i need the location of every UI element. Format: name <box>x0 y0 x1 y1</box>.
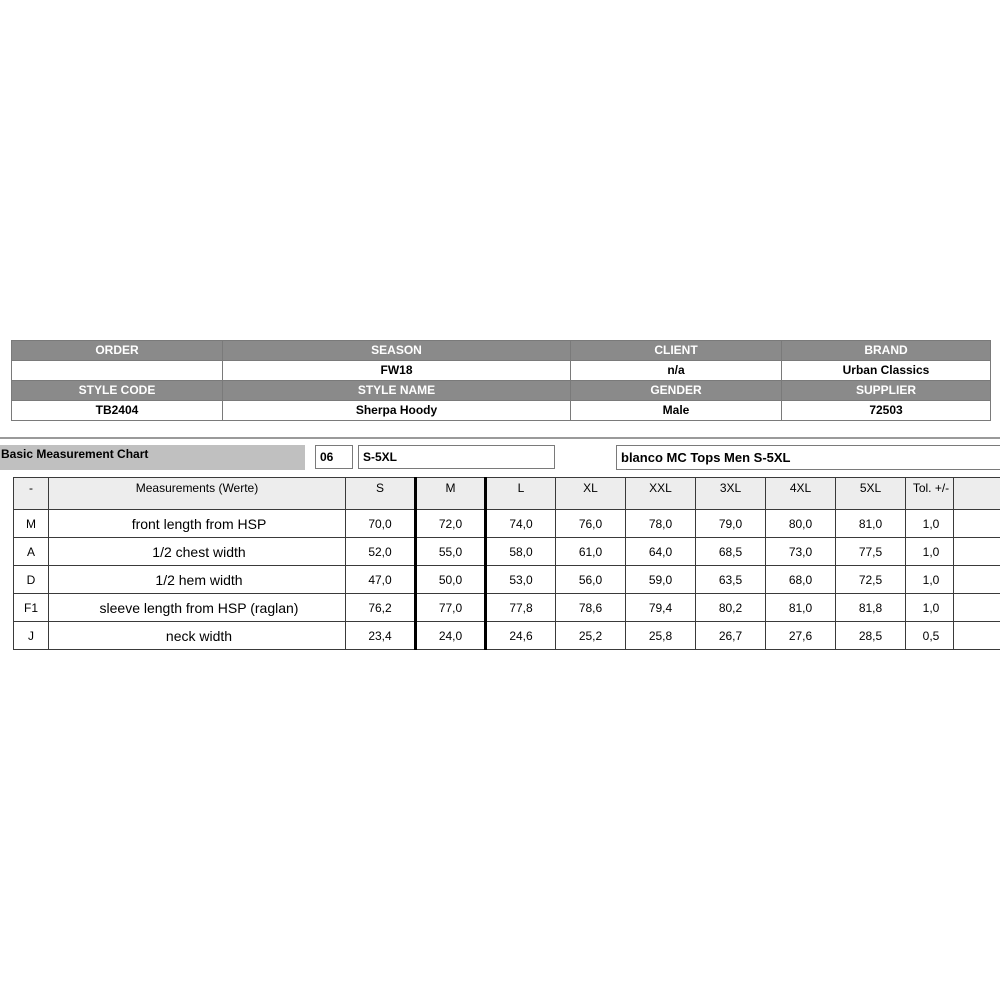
cell-value: 28,5 <box>836 622 906 650</box>
brand-value: Urban Classics <box>782 361 991 381</box>
col-size-header: 4XL <box>766 478 836 510</box>
order-label: ORDER <box>12 341 223 361</box>
row-measurement-name: sleeve length from HSP (raglan) <box>49 594 346 622</box>
cell-value: 26,7 <box>696 622 766 650</box>
cell-value: 68,0 <box>766 566 836 594</box>
cell-empty <box>954 594 1000 622</box>
col-code-header: - <box>14 478 49 510</box>
col-tolerance-header: Tol. +/- <box>906 478 954 510</box>
cell-value: 24,6 <box>486 622 556 650</box>
col-size-header: M <box>416 478 486 510</box>
cell-value: 56,0 <box>556 566 626 594</box>
cell-empty <box>954 566 1000 594</box>
cell-empty <box>954 622 1000 650</box>
header-value-row <box>12 361 991 381</box>
row-code: A <box>14 538 49 566</box>
cell-value: 70,0 <box>346 510 416 538</box>
cell-value: 24,0 <box>416 622 486 650</box>
col-measurement-header: Measurements (Werte) <box>49 478 346 510</box>
measurement-table <box>13 477 1000 650</box>
cell-value: 68,5 <box>696 538 766 566</box>
cell-value: 25,2 <box>556 622 626 650</box>
supplier-label: SUPPLIER <box>782 381 991 401</box>
chart-code-box: 06 <box>315 445 353 469</box>
table-header-row <box>14 478 1000 510</box>
col-size-header: XXL <box>626 478 696 510</box>
row-code: F1 <box>14 594 49 622</box>
cell-value: 25,8 <box>626 622 696 650</box>
supplier-value: 72503 <box>782 401 991 421</box>
table-row <box>14 538 1000 566</box>
cell-value: 58,0 <box>486 538 556 566</box>
chart-title: Basic Measurement Chart <box>0 445 305 470</box>
row-code: M <box>14 510 49 538</box>
cell-empty <box>954 510 1000 538</box>
col-size-header: L <box>486 478 556 510</box>
cell-value: 77,8 <box>486 594 556 622</box>
style-name-label: STYLE NAME <box>223 381 571 401</box>
cell-value: 81,8 <box>836 594 906 622</box>
table-row <box>14 566 1000 594</box>
cell-value: 72,0 <box>416 510 486 538</box>
row-code: D <box>14 566 49 594</box>
season-label: SEASON <box>223 341 571 361</box>
cell-value: 77,5 <box>836 538 906 566</box>
cell-tolerance: 1,0 <box>906 538 954 566</box>
gender-label: GENDER <box>571 381 782 401</box>
cell-value: 27,6 <box>766 622 836 650</box>
cell-value: 61,0 <box>556 538 626 566</box>
season-value: FW18 <box>223 361 571 381</box>
cell-value: 74,0 <box>486 510 556 538</box>
cell-empty <box>954 538 1000 566</box>
col-extra-header <box>954 478 1000 510</box>
cell-value: 81,0 <box>836 510 906 538</box>
header-label-row <box>12 341 991 361</box>
cell-value: 63,5 <box>696 566 766 594</box>
cell-tolerance: 0,5 <box>906 622 954 650</box>
table-row <box>14 594 1000 622</box>
order-value <box>12 361 223 381</box>
style-code-label: STYLE CODE <box>12 381 223 401</box>
header-value-row <box>12 401 991 421</box>
cell-value: 64,0 <box>626 538 696 566</box>
cell-value: 78,6 <box>556 594 626 622</box>
client-label: CLIENT <box>571 341 782 361</box>
style-name-value: Sherpa Hoody <box>223 401 571 421</box>
style-code-value: TB2404 <box>12 401 223 421</box>
cell-value: 73,0 <box>766 538 836 566</box>
cell-value: 80,2 <box>696 594 766 622</box>
client-value: n/a <box>571 361 782 381</box>
header-label-row <box>12 381 991 401</box>
col-size-header: 5XL <box>836 478 906 510</box>
cell-tolerance: 1,0 <box>906 594 954 622</box>
col-size-header: S <box>346 478 416 510</box>
row-measurement-name: neck width <box>49 622 346 650</box>
cell-value: 79,4 <box>626 594 696 622</box>
row-measurement-name: front length from HSP <box>49 510 346 538</box>
col-size-header: XL <box>556 478 626 510</box>
cell-tolerance: 1,0 <box>906 566 954 594</box>
cell-value: 23,4 <box>346 622 416 650</box>
cell-value: 52,0 <box>346 538 416 566</box>
cell-value: 47,0 <box>346 566 416 594</box>
cell-value: 78,0 <box>626 510 696 538</box>
brand-label: BRAND <box>782 341 991 361</box>
cell-tolerance: 1,0 <box>906 510 954 538</box>
row-measurement-name: 1/2 chest width <box>49 538 346 566</box>
header-table <box>11 340 991 421</box>
size-range-box: S-5XL <box>358 445 555 469</box>
col-size-header: 3XL <box>696 478 766 510</box>
cell-value: 76,2 <box>346 594 416 622</box>
table-row <box>14 510 1000 538</box>
cell-value: 55,0 <box>416 538 486 566</box>
cell-value: 72,5 <box>836 566 906 594</box>
description-box: blanco MC Tops Men S-5XL <box>616 445 1000 470</box>
cell-value: 76,0 <box>556 510 626 538</box>
cell-value: 59,0 <box>626 566 696 594</box>
cell-value: 80,0 <box>766 510 836 538</box>
table-row <box>14 622 1000 650</box>
cell-value: 81,0 <box>766 594 836 622</box>
cell-value: 53,0 <box>486 566 556 594</box>
cell-value: 79,0 <box>696 510 766 538</box>
cell-value: 50,0 <box>416 566 486 594</box>
row-code: J <box>14 622 49 650</box>
gender-value: Male <box>571 401 782 421</box>
row-measurement-name: 1/2 hem width <box>49 566 346 594</box>
cell-value: 77,0 <box>416 594 486 622</box>
section-divider <box>0 437 1000 439</box>
